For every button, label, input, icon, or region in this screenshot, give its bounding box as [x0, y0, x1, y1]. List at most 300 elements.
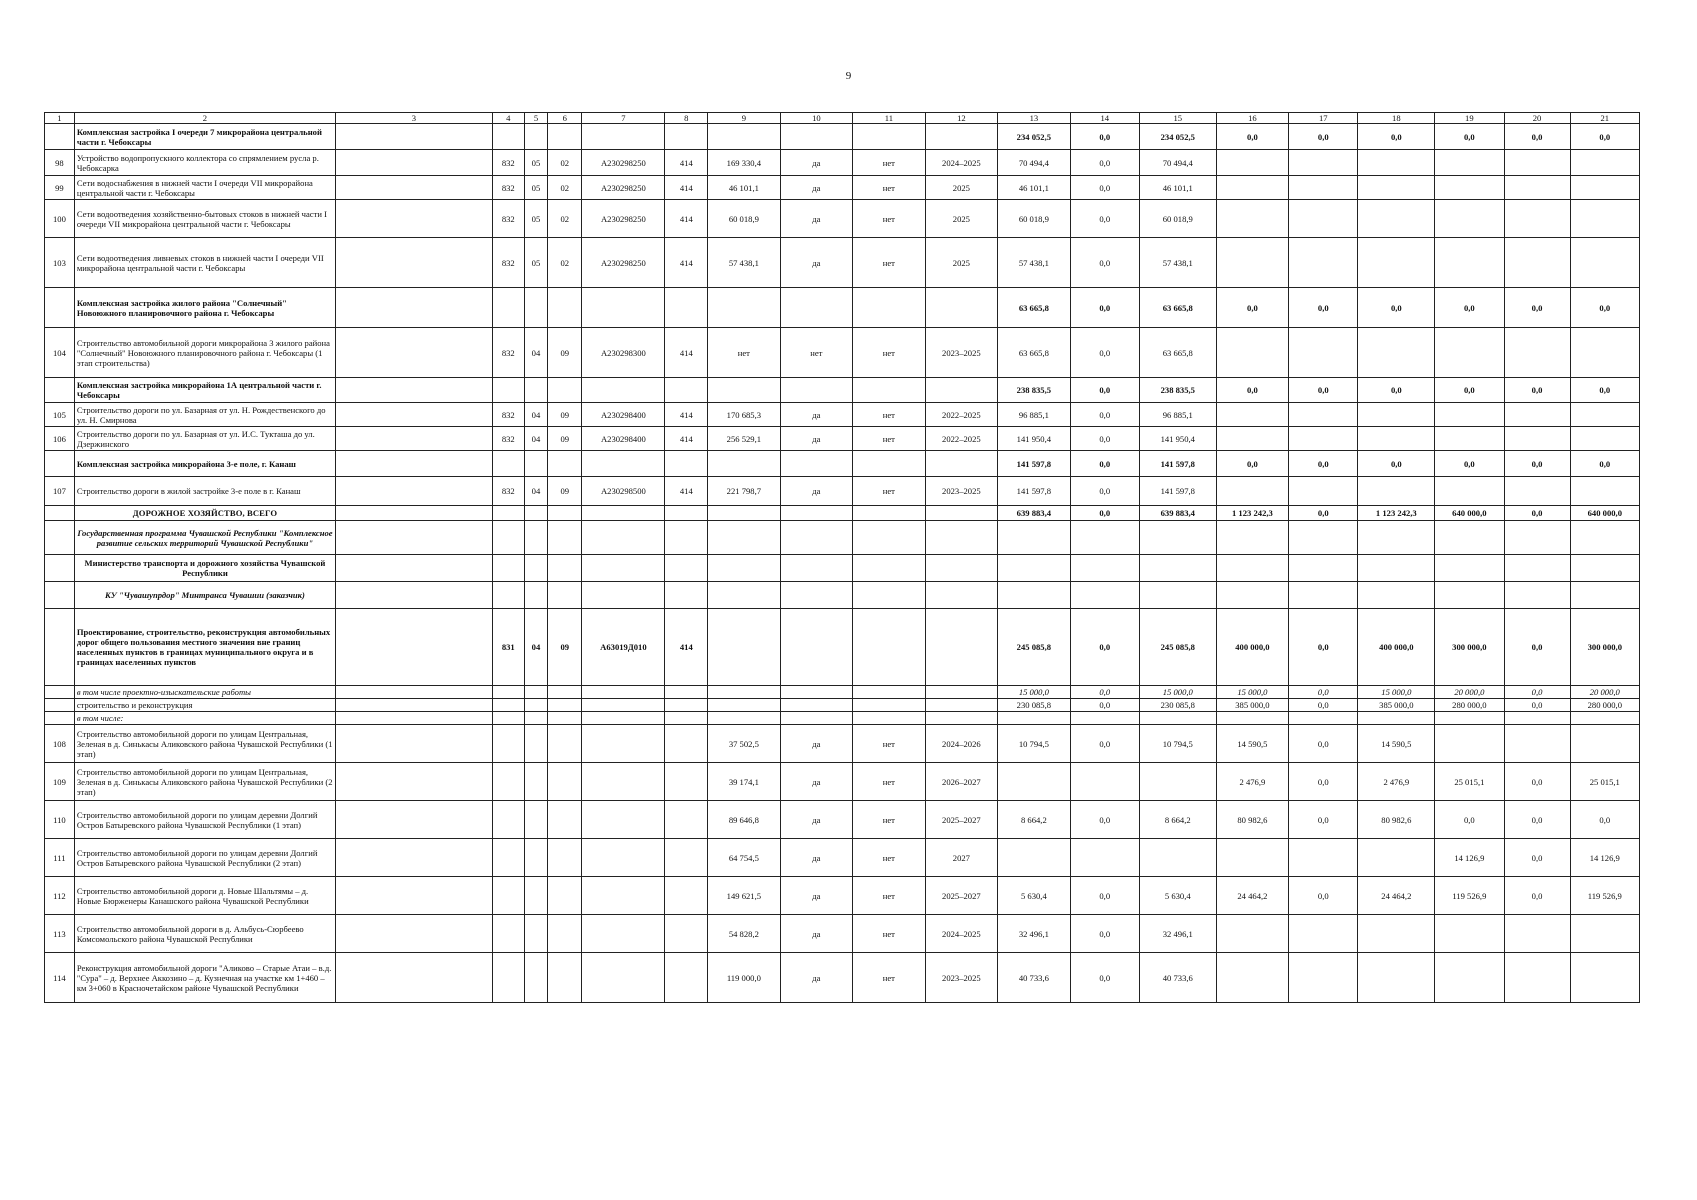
table-cell: А230298250 [582, 200, 665, 238]
table-cell [548, 712, 582, 725]
object-name-cell: Комплексная застройка микрорайона 1А центральной части г. Чебоксары [74, 378, 335, 403]
table-cell [853, 451, 926, 477]
table-cell: 414 [665, 150, 708, 176]
table-cell [1289, 328, 1358, 378]
table-cell: 221 798,7 [708, 477, 781, 506]
table-cell [1435, 477, 1504, 506]
table-cell: 09 [548, 477, 582, 506]
column-number-cell: 2 [74, 113, 335, 124]
table-row [45, 915, 1640, 953]
table-cell: 0,0 [1070, 725, 1139, 763]
table-cell [336, 582, 493, 609]
table-cell: 80 982,6 [1216, 801, 1289, 839]
table-cell: 1 123 242,3 [1358, 506, 1435, 521]
table-cell: 2025–2027 [925, 801, 998, 839]
table-cell [336, 506, 493, 521]
table-cell [336, 521, 493, 555]
table-cell: 05 [524, 238, 547, 288]
table-cell [1070, 582, 1139, 609]
table-cell: 0,0 [1289, 378, 1358, 403]
table-cell: 832 [492, 238, 524, 288]
table-cell [1289, 839, 1358, 877]
table-cell [1216, 328, 1289, 378]
table-cell: 0,0 [1570, 801, 1639, 839]
table-cell [492, 506, 524, 521]
table-cell [1358, 839, 1435, 877]
table-cell: 60 018,9 [998, 200, 1071, 238]
table-cell [925, 555, 998, 582]
table-cell: 414 [665, 403, 708, 427]
table-cell: 141 597,8 [1139, 451, 1216, 477]
row-number-cell [45, 378, 75, 403]
table-cell: 0,0 [1504, 506, 1570, 521]
table-cell [1216, 200, 1289, 238]
table-cell: 0,0 [1504, 378, 1570, 403]
table-cell: 2024–2025 [925, 150, 998, 176]
table-cell [1216, 839, 1289, 877]
table-cell [1570, 521, 1639, 555]
object-name-cell: Сети водоснабжения в нижней части I очереди VII микрорайона центральной части г. Чебоксары [74, 176, 335, 200]
table-cell: 141 597,8 [998, 451, 1071, 477]
table-cell [492, 582, 524, 609]
table-cell [524, 451, 547, 477]
table-cell [708, 451, 781, 477]
table-cell: 14 590,5 [1358, 725, 1435, 763]
table-cell [492, 699, 524, 712]
object-name-cell: Строительство автомобильной дороги в д. Альбусь-Сюрбеево Комсомольского района Чувашской Республики [74, 915, 335, 953]
table-row [45, 521, 1640, 555]
table-cell: 238 835,5 [1139, 378, 1216, 403]
table-cell [1570, 176, 1639, 200]
table-cell: 0,0 [1070, 150, 1139, 176]
table-cell [925, 451, 998, 477]
table-cell [665, 124, 708, 150]
object-name-cell: Строительство автомобильной дороги по улицам деревни Долгий Остров Батыревского района Чувашской Республики (1 этап) [74, 801, 335, 839]
table-cell: 20 000,0 [1570, 686, 1639, 699]
table-cell: 8 664,2 [998, 801, 1071, 839]
table-cell [524, 124, 547, 150]
table-cell: 141 950,4 [998, 427, 1071, 451]
table-cell [1289, 238, 1358, 288]
table-cell: 832 [492, 403, 524, 427]
table-cell [1289, 403, 1358, 427]
table-cell: 170 685,3 [708, 403, 781, 427]
table-cell [1216, 712, 1289, 725]
table-cell: 0,0 [1289, 699, 1358, 712]
table-cell [1216, 176, 1289, 200]
table-cell [853, 378, 926, 403]
table-cell [1289, 712, 1358, 725]
table-cell [336, 378, 493, 403]
table-cell [1570, 477, 1639, 506]
table-cell [336, 712, 493, 725]
table-cell: 04 [524, 403, 547, 427]
table-cell: 832 [492, 427, 524, 451]
table-cell: 02 [548, 176, 582, 200]
table-row [45, 403, 1640, 427]
table-cell: 400 000,0 [1358, 609, 1435, 686]
table-cell [1070, 839, 1139, 877]
table-cell [665, 378, 708, 403]
table-cell: 46 101,1 [998, 176, 1071, 200]
table-cell [780, 582, 853, 609]
table-cell [1139, 555, 1216, 582]
table-cell: 385 000,0 [1358, 699, 1435, 712]
table-cell: 414 [665, 200, 708, 238]
table-cell: 0,0 [1358, 288, 1435, 328]
table-cell [1139, 763, 1216, 801]
object-name-cell: Министерство транспорта и дорожного хозяйства Чувашской Республики [74, 555, 335, 582]
object-name-cell: Сети водоотведения хозяйственно-бытовых стоков в нижней части I очереди VII микрорайона центральной части г. Чебоксары [74, 200, 335, 238]
table-cell [548, 124, 582, 150]
table-body [45, 113, 1640, 1003]
object-name-cell: Строительство автомобильной дороги д. Новые Шальтямы – д. Новые Бюрженеры Канашского района Чувашской Республики [74, 877, 335, 915]
table-cell [665, 915, 708, 953]
table-cell [492, 839, 524, 877]
table-cell [1570, 725, 1639, 763]
table-row [45, 609, 1640, 686]
table-cell [665, 725, 708, 763]
table-cell: 2023–2025 [925, 953, 998, 1003]
column-number-cell: 12 [925, 113, 998, 124]
table-cell: да [780, 427, 853, 451]
table-cell: 119 526,9 [1435, 877, 1504, 915]
table-cell [665, 506, 708, 521]
table-cell: 39 174,1 [708, 763, 781, 801]
table-cell [1289, 953, 1358, 1003]
table-cell [1504, 915, 1570, 953]
table-cell: 15 000,0 [998, 686, 1071, 699]
table-cell [492, 712, 524, 725]
table-cell: 8 664,2 [1139, 801, 1216, 839]
object-name-cell: Строительство автомобильной дороги по улицам деревни Долгий Остров Батыревского района Чувашской Республики (2 этап) [74, 839, 335, 877]
table-cell [665, 288, 708, 328]
table-cell [925, 124, 998, 150]
table-cell: 04 [524, 427, 547, 451]
table-cell: 04 [524, 609, 547, 686]
table-cell [336, 150, 493, 176]
row-number-cell: 109 [45, 763, 75, 801]
table-cell [853, 609, 926, 686]
table-cell: 64 754,5 [708, 839, 781, 877]
table-cell: 832 [492, 150, 524, 176]
table-cell: 05 [524, 176, 547, 200]
table-cell: нет [853, 877, 926, 915]
table-cell: 400 000,0 [1216, 609, 1289, 686]
table-cell [1435, 176, 1504, 200]
row-number-cell: 105 [45, 403, 75, 427]
table-cell [1504, 176, 1570, 200]
table-row [45, 200, 1640, 238]
table-cell [548, 801, 582, 839]
table-cell: А230298250 [582, 150, 665, 176]
table-cell [1435, 150, 1504, 176]
table-cell: 2025 [925, 176, 998, 200]
table-cell [665, 712, 708, 725]
table-cell: 2022–2025 [925, 403, 998, 427]
table-cell: 46 101,1 [1139, 176, 1216, 200]
table-cell [548, 506, 582, 521]
row-number-cell: 113 [45, 915, 75, 953]
table-cell: 0,0 [1070, 176, 1139, 200]
table-cell [336, 238, 493, 288]
table-cell: 10 794,5 [998, 725, 1071, 763]
table-cell: 40 733,6 [1139, 953, 1216, 1003]
column-number-cell: 19 [1435, 113, 1504, 124]
table-cell [1216, 555, 1289, 582]
table-cell [925, 712, 998, 725]
table-cell: 05 [524, 150, 547, 176]
table-cell: 54 828,2 [708, 915, 781, 953]
row-number-cell: 103 [45, 238, 75, 288]
table-row [45, 477, 1640, 506]
column-number-cell: 10 [780, 113, 853, 124]
table-cell: 2025 [925, 200, 998, 238]
table-cell: 5 630,4 [1139, 877, 1216, 915]
table-cell [853, 521, 926, 555]
table-cell [336, 555, 493, 582]
table-cell [665, 521, 708, 555]
table-cell [582, 877, 665, 915]
table-cell [548, 378, 582, 403]
table-cell [1139, 839, 1216, 877]
table-cell: 0,0 [1070, 288, 1139, 328]
table-cell [524, 725, 547, 763]
table-cell [708, 609, 781, 686]
table-row [45, 686, 1640, 699]
table-cell: 414 [665, 427, 708, 451]
table-cell: 0,0 [1216, 378, 1289, 403]
table-cell [1358, 555, 1435, 582]
table-cell [780, 378, 853, 403]
table-cell [998, 555, 1071, 582]
table-cell: 02 [548, 238, 582, 288]
table-cell: 169 330,4 [708, 150, 781, 176]
table-cell: 385 000,0 [1216, 699, 1289, 712]
table-cell [1289, 150, 1358, 176]
table-cell: А63019Д010 [582, 609, 665, 686]
table-cell: 414 [665, 176, 708, 200]
table-cell [336, 609, 493, 686]
table-cell: 0,0 [1070, 378, 1139, 403]
column-number-cell: 14 [1070, 113, 1139, 124]
table-cell [492, 725, 524, 763]
table-cell [336, 328, 493, 378]
table-cell: 37 502,5 [708, 725, 781, 763]
table-cell: 10 794,5 [1139, 725, 1216, 763]
table-cell [665, 699, 708, 712]
table-cell [548, 839, 582, 877]
table-cell: 1 123 242,3 [1216, 506, 1289, 521]
table-cell [524, 555, 547, 582]
row-number-cell [45, 521, 75, 555]
table-cell: 09 [548, 609, 582, 686]
table-cell [1435, 427, 1504, 451]
table-row [45, 288, 1640, 328]
table-cell [582, 953, 665, 1003]
table-cell: 46 101,1 [708, 176, 781, 200]
table-cell [1570, 555, 1639, 582]
table-cell [1570, 200, 1639, 238]
table-cell: нет [708, 328, 781, 378]
table-cell [925, 288, 998, 328]
table-cell: да [780, 176, 853, 200]
table-cell: 0,0 [1504, 288, 1570, 328]
table-cell [582, 288, 665, 328]
table-row [45, 238, 1640, 288]
table-cell [548, 915, 582, 953]
table-cell [1358, 427, 1435, 451]
column-number-cell: 13 [998, 113, 1071, 124]
table-cell [1216, 427, 1289, 451]
table-cell [582, 801, 665, 839]
table-cell [524, 686, 547, 699]
table-cell [853, 582, 926, 609]
table-cell: 0,0 [1289, 763, 1358, 801]
table-cell [548, 725, 582, 763]
table-cell [708, 506, 781, 521]
column-number-cell: 5 [524, 113, 547, 124]
table-cell: нет [853, 763, 926, 801]
table-cell [1435, 328, 1504, 378]
table-cell: 119 000,0 [708, 953, 781, 1003]
table-cell [853, 555, 926, 582]
table-cell [1435, 200, 1504, 238]
object-name-cell: Строительство автомобильной дороги по улицам Центральная, Зеленая в д. Синькасы Аликовского района Чувашской Республики (2 этап) [74, 763, 335, 801]
table-cell [1358, 328, 1435, 378]
table-cell [780, 699, 853, 712]
table-cell [1216, 477, 1289, 506]
table-cell [336, 877, 493, 915]
table-cell: 0,0 [1570, 124, 1639, 150]
column-number-cell: 18 [1358, 113, 1435, 124]
table-cell [1435, 403, 1504, 427]
table-cell [492, 288, 524, 328]
table-cell [1435, 238, 1504, 288]
table-cell [1216, 953, 1289, 1003]
table-cell: 57 438,1 [998, 238, 1071, 288]
table-cell: 0,0 [1070, 328, 1139, 378]
table-cell [1570, 238, 1639, 288]
table-cell: нет [853, 915, 926, 953]
table-cell: 832 [492, 176, 524, 200]
table-cell [1435, 582, 1504, 609]
table-cell: 0,0 [1289, 686, 1358, 699]
table-cell: 09 [548, 427, 582, 451]
table-cell [1570, 582, 1639, 609]
table-cell: да [780, 150, 853, 176]
table-cell [336, 427, 493, 451]
table-cell: 0,0 [1289, 877, 1358, 915]
table-cell [524, 877, 547, 915]
table-cell: 280 000,0 [1435, 699, 1504, 712]
table-cell [1504, 953, 1570, 1003]
table-cell [1358, 915, 1435, 953]
table-cell [708, 378, 781, 403]
table-cell: 80 982,6 [1358, 801, 1435, 839]
table-cell [492, 451, 524, 477]
table-cell [708, 686, 781, 699]
table-cell: 02 [548, 150, 582, 176]
table-cell: 57 438,1 [708, 238, 781, 288]
table-row [45, 801, 1640, 839]
table-cell [1216, 582, 1289, 609]
table-cell: 32 496,1 [1139, 915, 1216, 953]
table-cell: 25 015,1 [1570, 763, 1639, 801]
table-cell: 15 000,0 [1216, 686, 1289, 699]
table-cell: 0,0 [1216, 288, 1289, 328]
table-cell [780, 712, 853, 725]
table-cell: 639 883,4 [998, 506, 1071, 521]
table-cell: 0,0 [1216, 124, 1289, 150]
object-name-cell: Строительство автомобильной дороги по улицам Центральная, Зеленая в д. Синькасы Аликовского района Чувашской Республики (1 этап) [74, 725, 335, 763]
table-row [45, 506, 1640, 521]
row-number-cell: 98 [45, 150, 75, 176]
table-cell: 0,0 [1358, 451, 1435, 477]
table-cell: 2023–2025 [925, 477, 998, 506]
table-cell [336, 686, 493, 699]
table-cell [780, 451, 853, 477]
row-number-cell: 106 [45, 427, 75, 451]
table-cell [1570, 427, 1639, 451]
table-cell [336, 763, 493, 801]
row-number-cell [45, 124, 75, 150]
table-row [45, 839, 1640, 877]
table-cell: 832 [492, 200, 524, 238]
table-cell [1070, 712, 1139, 725]
table-cell: 24 464,2 [1216, 877, 1289, 915]
table-cell: 0,0 [1570, 288, 1639, 328]
table-cell [524, 839, 547, 877]
object-name-cell: в том числе: [74, 712, 335, 725]
table-cell: 2027 [925, 839, 998, 877]
table-cell [336, 477, 493, 506]
table-cell [1435, 953, 1504, 1003]
table-cell [853, 506, 926, 521]
table-cell: 14 126,9 [1435, 839, 1504, 877]
table-cell: 149 621,5 [708, 877, 781, 915]
object-name-cell: Сети водоотведения ливневых стоков в нижней части I очереди VII микрорайона центральной части г. Чебоксары [74, 238, 335, 288]
table-cell: нет [853, 200, 926, 238]
table-cell: 234 052,5 [1139, 124, 1216, 150]
table-cell [780, 521, 853, 555]
table-cell [548, 288, 582, 328]
table-cell [1504, 521, 1570, 555]
table-cell: нет [853, 176, 926, 200]
table-cell: 0,0 [1289, 288, 1358, 328]
table-cell [336, 176, 493, 200]
table-cell: 60 018,9 [1139, 200, 1216, 238]
column-number-cell: 8 [665, 113, 708, 124]
table-cell: 245 085,8 [998, 609, 1071, 686]
table-cell [780, 609, 853, 686]
column-number-cell: 9 [708, 113, 781, 124]
table-cell [1570, 712, 1639, 725]
table-cell: 0,0 [1070, 801, 1139, 839]
table-cell [1289, 477, 1358, 506]
table-cell: А230298400 [582, 403, 665, 427]
column-number-cell: 1 [45, 113, 75, 124]
table-cell [925, 506, 998, 521]
table-cell [582, 763, 665, 801]
table-cell [548, 877, 582, 915]
table-cell: нет [853, 725, 926, 763]
table-cell: 0,0 [1289, 609, 1358, 686]
table-cell: 230 085,8 [998, 699, 1071, 712]
table-row [45, 328, 1640, 378]
table-cell: 0,0 [1358, 378, 1435, 403]
table-cell [780, 124, 853, 150]
